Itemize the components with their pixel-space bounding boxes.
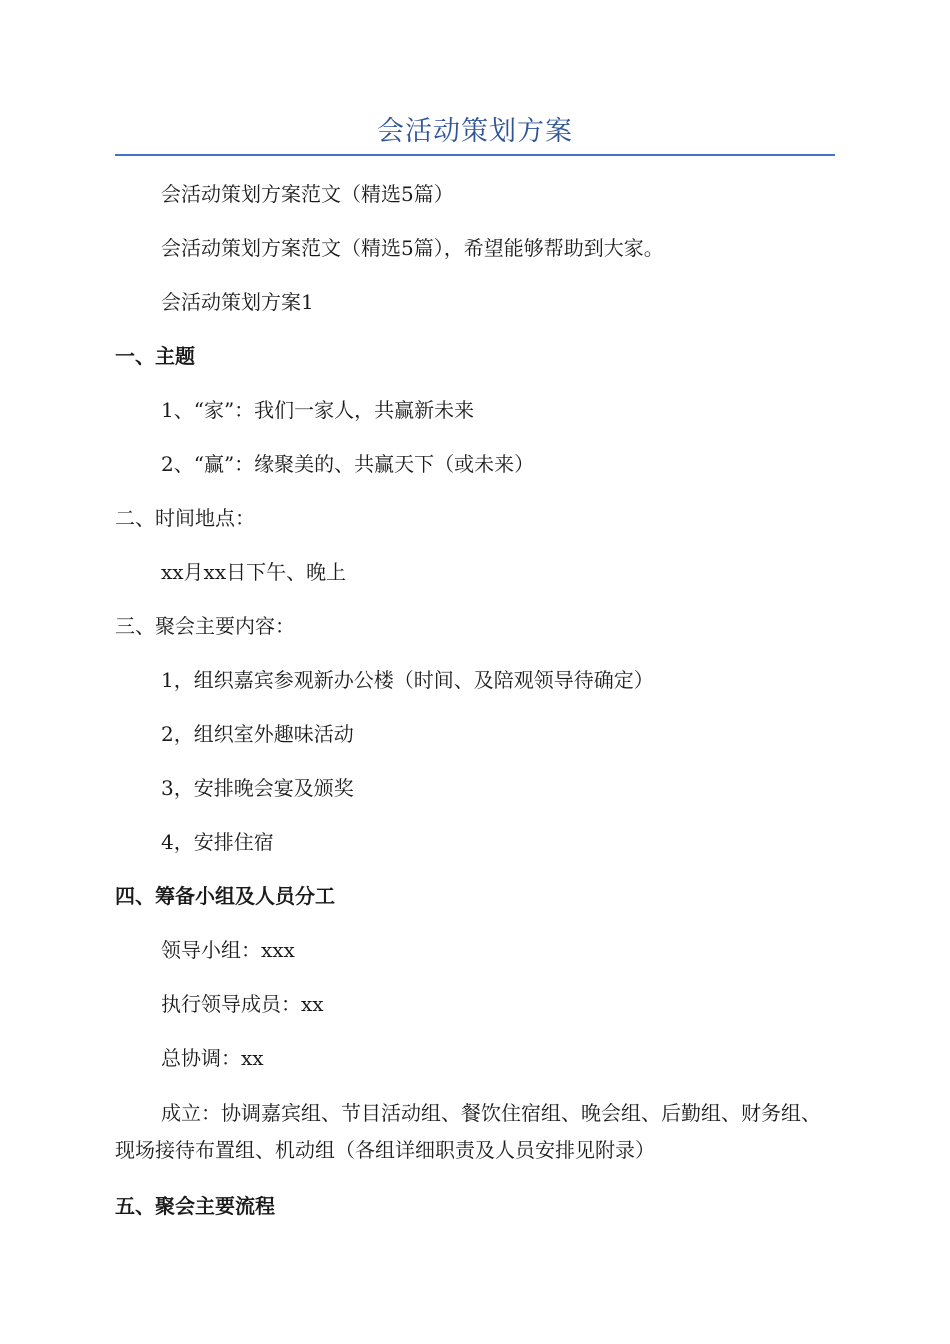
- time-line: xx月xx日下午、晚上: [161, 560, 347, 584]
- content-item-2: 2，组织室外趣味活动: [161, 722, 354, 746]
- heading-time-place: 二、时间地点：: [115, 506, 255, 530]
- content-item-3: 3，安排晚会宴及颁奖: [161, 776, 354, 800]
- heading-theme: 一、主题: [115, 344, 195, 368]
- groups-paragraph: 成立：协调嘉宾组、节目活动组、餐饮住宿组、晚会组、后勤组、财务组、现场接待布置组、机动组（各组详细职责及人员安排见附录）: [115, 1101, 821, 1162]
- heading-main-flow: 五、聚会主要流程: [115, 1194, 275, 1218]
- leader-group-line: 领导小组：xxx: [161, 938, 295, 962]
- coordinator-line: 总协调：xx: [161, 1046, 264, 1070]
- exec-members-line: 执行领导成员：xx: [161, 992, 324, 1016]
- theme-item-2: 2、“赢”：缘聚美的、共赢天下（或未来）: [161, 452, 535, 476]
- section-label: 会活动策划方案1: [161, 290, 314, 314]
- title-underline: [115, 154, 835, 156]
- content-item-1: 1，组织嘉宾参观新办公楼（时间、及陪观领导待确定）: [161, 668, 654, 692]
- heading-main-content: 三、聚会主要内容：: [115, 614, 295, 638]
- intro-line-1: 会活动策划方案范文（精选5篇）: [161, 182, 454, 206]
- heading-team: 四、筹备小组及人员分工: [115, 884, 335, 908]
- document-title: 会活动策划方案: [377, 116, 573, 147]
- theme-item-1: 1、“家”：我们一家人，共赢新未来: [161, 398, 475, 422]
- intro-line-2: 会活动策划方案范文（精选5篇），希望能够帮助到大家。: [161, 236, 664, 260]
- content-item-4: 4，安排住宿: [161, 830, 274, 854]
